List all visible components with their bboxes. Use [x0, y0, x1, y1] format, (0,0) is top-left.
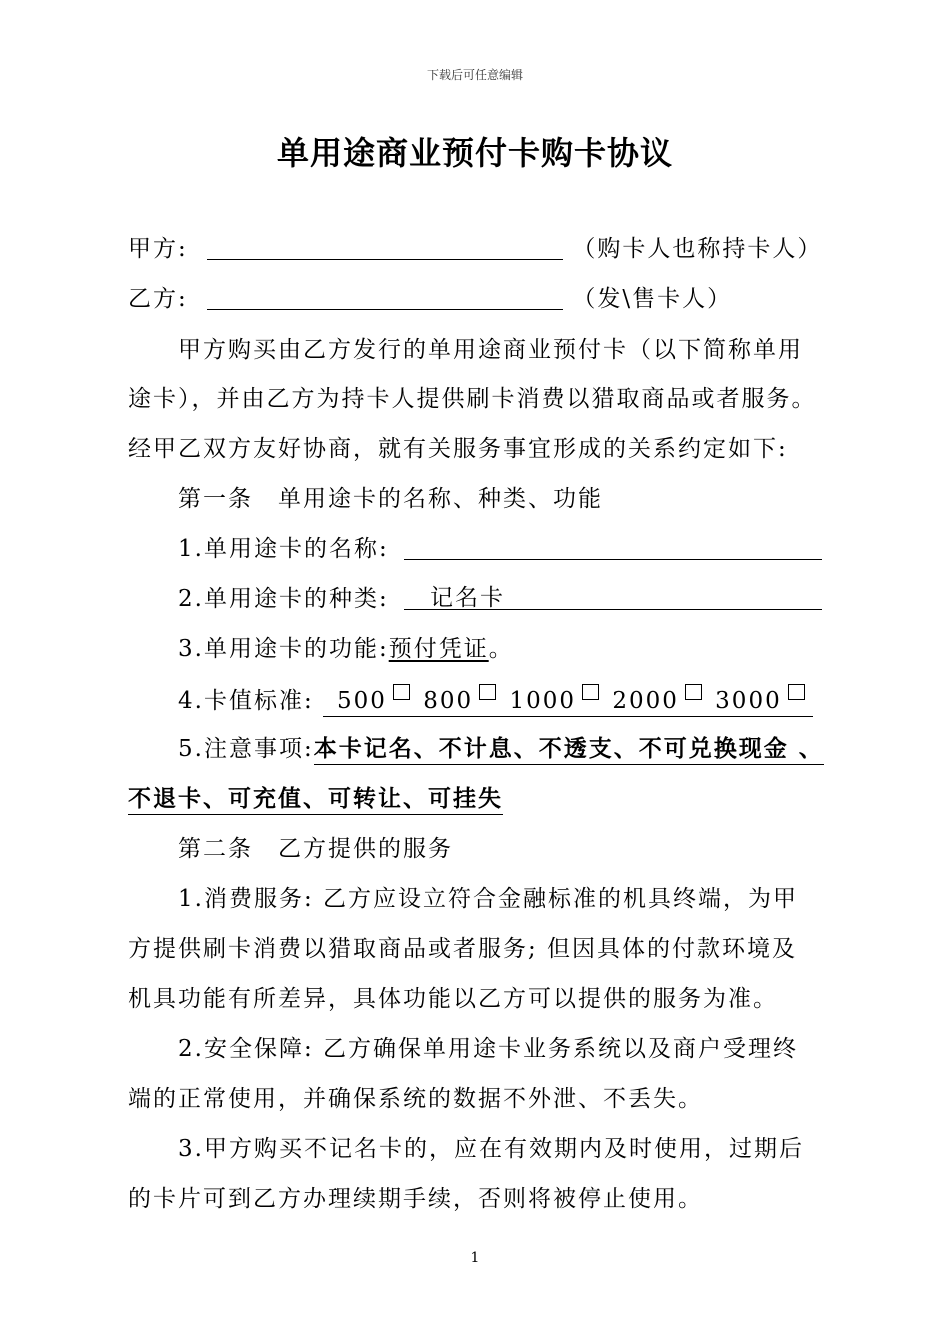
article-1-item-2	[178, 584, 822, 614]
card-type-label: 2.单用途卡的种类:	[178, 586, 389, 612]
party-b-line	[128, 284, 732, 314]
article-2-p2-line-1: 2.安全保障: 乙方确保单用途卡业务系统以及商户受理终	[178, 1036, 799, 1062]
article-2-p1-line-3: 机具功能有所差异，具体功能以乙方可以提供的服务为准。	[128, 986, 778, 1012]
header-note: 下载后可任意编辑	[426, 68, 523, 82]
card-value-500: 500	[337, 688, 387, 714]
article-1-title: 第一条 单用途卡的名称、种类、功能	[178, 486, 603, 512]
party-a-label: 甲方:	[128, 236, 188, 262]
card-value-1000: 1000	[509, 688, 576, 714]
article-1-item-1	[178, 534, 822, 564]
page-number: 1	[470, 1250, 480, 1266]
article-2-p1-line-1: 1.消费服务: 乙方应设立符合金融标准的机具终端，为甲	[178, 886, 799, 912]
document-title: 单用途商业预付卡购卡协议	[276, 134, 673, 172]
party-b-blank[interactable]	[207, 285, 563, 310]
checkbox-800[interactable]	[479, 684, 496, 700]
article-1-item-3	[178, 634, 514, 664]
card-function-value: 预付凭证	[388, 636, 489, 662]
card-name-label: 1.单用途卡的名称:	[178, 536, 389, 562]
checkbox-3000[interactable]	[788, 684, 805, 700]
notice-label: 5.注意事项:	[178, 736, 314, 762]
article-1-item-5	[178, 734, 824, 765]
article-1-item-4	[178, 684, 813, 717]
article-2-p3-line-1: 3.甲方购买不记名卡的，应在有效期内及时使用，过期后	[178, 1136, 804, 1162]
card-type-value: 记名卡	[430, 585, 506, 611]
article-2-p3-line-2: 的卡片可到乙方办理续期手续，否则将被停止使用。	[128, 1186, 703, 1212]
checkbox-1000[interactable]	[582, 684, 599, 700]
checkbox-500[interactable]	[393, 684, 410, 700]
article-2-p2-line-2: 端的正常使用，并确保系统的数据不外泄、不丢失。	[128, 1086, 703, 1112]
intro-line-1: 甲方购买由乙方发行的单用途商业预付卡（以下简称单用	[178, 337, 803, 363]
card-value-2000: 2000	[612, 688, 679, 714]
card-value-800: 800	[423, 688, 474, 714]
party-a-line	[128, 234, 822, 264]
party-a-blank[interactable]	[207, 235, 563, 260]
checkbox-2000[interactable]	[685, 684, 702, 700]
party-b-note: （发\售卡人）	[572, 286, 733, 312]
card-name-blank[interactable]	[404, 535, 822, 560]
intro-line-2: 途卡），并由乙方为持卡人提供刷卡消费以猎取商品或者服务。	[128, 386, 817, 412]
notice-value-1: 本卡记名、不计息、不透支、不可兑换现金 、	[314, 734, 824, 765]
card-function-label: 3.单用途卡的功能:	[178, 636, 389, 662]
article-2-title: 第二条 乙方提供的服务	[178, 836, 453, 862]
card-function-suffix: 。	[488, 636, 514, 662]
card-value-3000: 3000	[715, 688, 782, 714]
card-type-field[interactable]	[404, 585, 822, 610]
party-a-note: （购卡人也称持卡人）	[572, 236, 823, 262]
card-value-label: 4.卡值标准:	[178, 688, 314, 714]
party-b-label: 乙方:	[128, 286, 188, 312]
card-value-options	[323, 684, 813, 717]
notice-value-2: 不退卡、可充值、可转让、可挂失	[128, 784, 503, 815]
intro-line-3: 经甲乙双方友好协商，就有关服务事宜形成的关系约定如下:	[128, 436, 788, 462]
article-1-item-5-cont	[128, 784, 503, 815]
article-2-p1-line-2: 方提供刷卡消费以猎取商品或者服务; 但因具体的付款环境及	[128, 936, 798, 962]
